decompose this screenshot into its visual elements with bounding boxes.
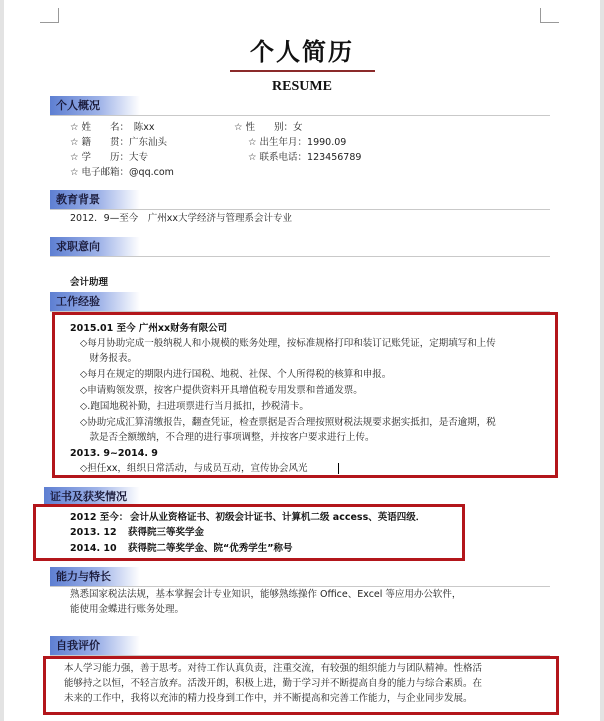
self-eval-line: 未来的工作中，我将以充沛的精力投身到工作中，并不断提高和完善工作能力，与企业同步发展。 [64, 693, 473, 704]
crop-mark-top-right [540, 8, 559, 23]
crop-mark-top-left [40, 8, 59, 23]
award-date: 2014. 10 [70, 543, 117, 554]
page-subtitle: RESUME [272, 79, 332, 94]
self-eval-line: 本人学习能力强，善于思考。对待工作认真负责，注重交流，有较强的组织能力与团队精神。性格活 [64, 663, 483, 674]
job1-title: 2015.01 至今 广州xx财务有限公司 [70, 323, 228, 334]
award-date: 2013. 12 [70, 527, 117, 538]
section-rule-education [50, 209, 550, 210]
page-edge-right [600, 0, 604, 721]
award-text: 会计从业资格证书、初级会计证书、计算机二级 access、英语四级． [130, 512, 426, 523]
job2-item: ◇担任xx，组织日常活动，与成员互动，宣传协会风光 [80, 463, 308, 474]
award-date: 2012 至今： [70, 512, 129, 523]
page-edge-left [0, 0, 4, 721]
section-heading-self-evaluation: 自我评价 [50, 636, 140, 655]
section-rule-skills [50, 586, 550, 587]
education-text: 2012．9—至今 广州xx大学经济与管理系会计专业 [70, 213, 292, 224]
overview-gender: ☆ 性 别：女 [234, 122, 303, 133]
section-heading-awards: 证书及获奖情况 [44, 487, 140, 506]
award-text: 获得院二等奖学金、院“优秀学生”称号 [128, 543, 293, 554]
award-text: 获得院三等奖学金 [128, 527, 205, 538]
text-cursor [338, 463, 339, 474]
section-rule-overview [50, 115, 550, 116]
skills-line: 熟悉国家税法法规，基本掌握会计专业知识，能够熟练操作 Office、Excel 等应用办公软件， [70, 589, 462, 600]
job1-item: ◇.跑国地税补勤，扫进项票进行当月抵扣，抄税清卡。 [80, 401, 309, 412]
job1-item: 款是否全额缴纳，不合理的进行事项调整，并按客户要求进行上传。 [80, 432, 375, 443]
title-underline [230, 70, 375, 72]
section-heading-objective: 求职意向 [50, 237, 140, 256]
job2-title: 2013. 9~2014. 9 [70, 448, 158, 459]
overview-name: ☆ 姓 名： 陈xx [70, 122, 155, 133]
section-heading-experience: 工作经验 [50, 292, 140, 311]
objective-text: 会计助理 [70, 277, 109, 288]
job1-item: ◇每月协助完成一般纳税人和小规模的账务处理，按标准规格打印和装订记账凭证，定期填写和上传 [80, 338, 496, 349]
overview-education: ☆ 学 历：大专 [70, 152, 149, 163]
section-heading-education: 教育背景 [50, 190, 140, 209]
section-heading-skills: 能力与特长 [50, 567, 140, 586]
overview-birth: ☆ 出生年月：1990.09 [248, 137, 347, 148]
job1-item: 财务报表。 [80, 353, 138, 364]
section-rule-objective [50, 256, 550, 257]
overview-phone: ☆ 联系电话：123456789 [248, 152, 362, 163]
overview-hometown: ☆ 籍 贯：广东汕头 [70, 137, 168, 148]
skills-line: 能使用金蝶进行账务处理。 [70, 604, 185, 615]
job1-item: ◇协助完成汇算清缴报告，翻查凭证，检查票据是否合理按照财税法规要求据实抵扣，是否逾期，税 [80, 417, 496, 428]
job1-item: ◇每月在规定的期限内进行国税、地税、社保、个人所得税的核算和申报。 [80, 369, 392, 380]
page-title: 个人简历 [250, 37, 354, 66]
section-heading-overview: 个人概况 [50, 96, 140, 115]
job1-item: ◇申请购领发票，按客户提供资料开具增值税专用发票和普通发票。 [80, 385, 363, 396]
overview-email: ☆ 电子邮箱：@qq.com [70, 167, 174, 178]
self-eval-line: 能够持之以恒，不轻言放弃。活泼开朗，积极上进，勤于学习并不断提高自身的能力与综合素质。在 [64, 678, 483, 689]
